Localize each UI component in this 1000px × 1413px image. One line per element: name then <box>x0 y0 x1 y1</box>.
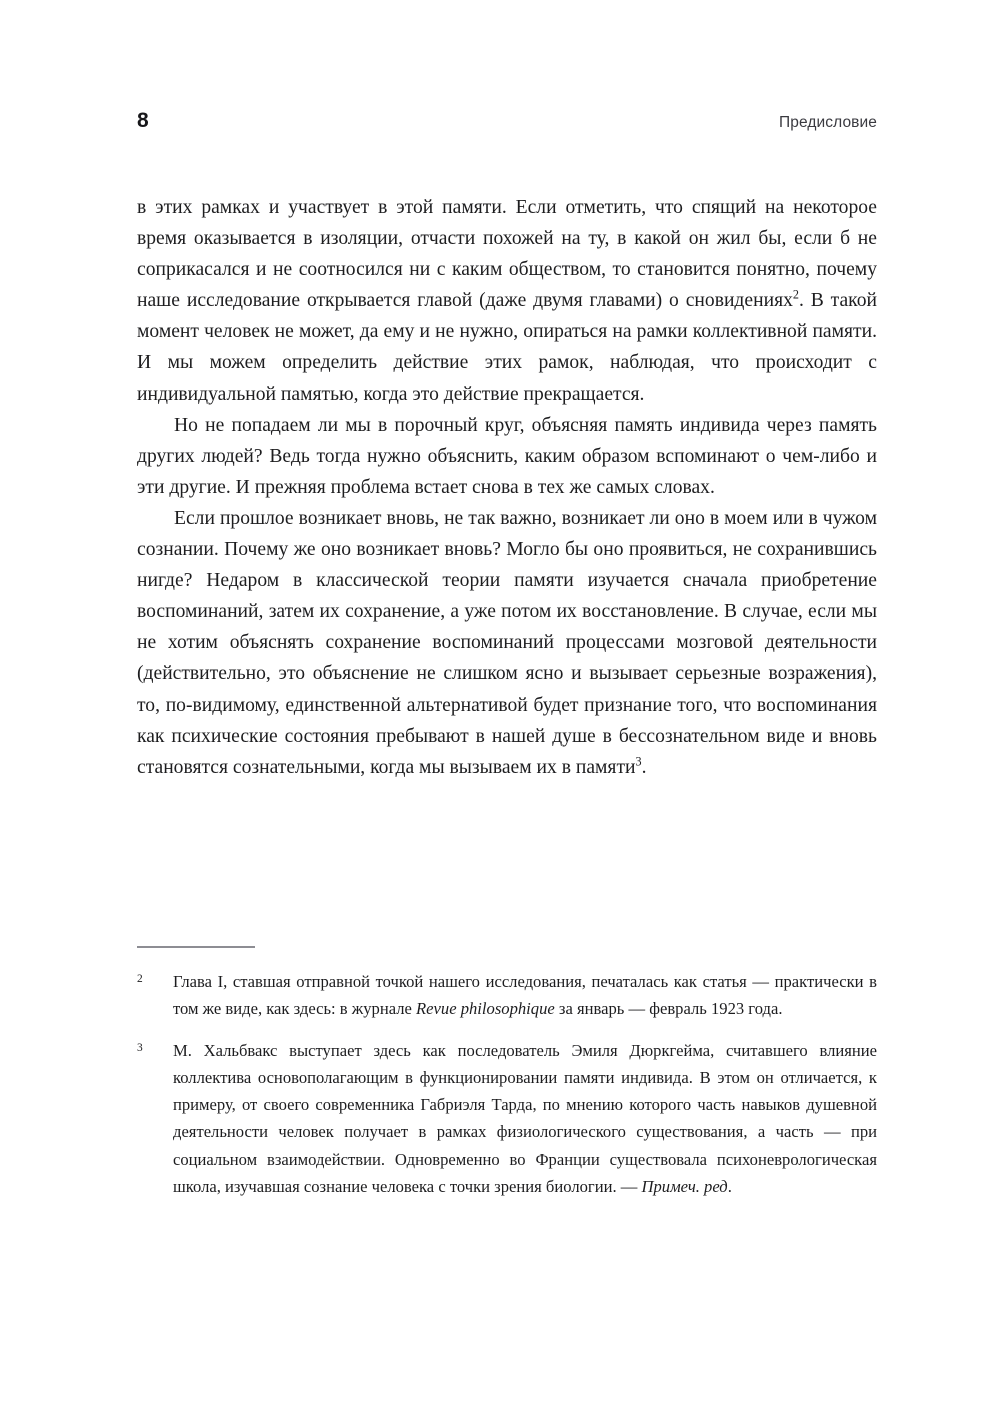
footnote-text-cont: . <box>727 1176 732 1196</box>
footnote-ref-2[interactable]: 2 <box>792 287 799 302</box>
paragraph-2 <box>137 410 877 503</box>
running-head <box>137 110 877 140</box>
footnote-item <box>137 1037 877 1200</box>
footnote-number: 3 <box>137 1042 143 1055</box>
paragraph-1-text: в этих рамках и участвует в этой памяти. Если отметить, что спящий на некоторое время оказывается в изоляции, отчасти похожей на ту, в какой он жил бы, если б не соприкасался и не соотносился ни с каким обществом, то становится понятно, почему наше исследование открывается главой (даже двумя главами) о сновидениях <box>137 197 877 312</box>
paragraph-3-text-cont: . <box>641 756 647 778</box>
footnote-text: Глава I, ставшая отправной точкой нашего исследования, печаталась как статья — практически в том же виде, как здесь: в журнале <box>173 972 877 1019</box>
body-text <box>137 192 877 783</box>
page-number: 8 <box>137 109 149 132</box>
footnote-item <box>137 968 877 1022</box>
footnote-number: 2 <box>137 973 143 985</box>
paragraph-1-text-cont: . В такой момент человек не может, да ему и не нужно, опираться на рамки коллективной памяти. И мы можем определить действие этих рамок, наблюдая, что происходит с индивидуальной памятью, когда это действие прекращается. <box>137 290 877 405</box>
paragraph-1 <box>137 192 877 410</box>
footnote-ref-3[interactable]: 3 <box>635 754 642 769</box>
footnote-text: М. Хальбвакс выступает здесь как последователь Эмиля Дюркгейма, считавшего влияние коллектива основополагающим в функционировании памяти индивида. В этом он отличается, к примеру, от своего современника Габриэля Тарда, по мнению которого часть навыков душевной деятельности человек получает в рамках физиологического существования, а часть — при социальном взаимодействии. Одновременно во Франции существовала психоневрологическая школа, изучавшая сознание человека с точки зрения биологии. — <box>173 1041 877 1196</box>
footnote-separator-rule <box>137 946 255 948</box>
footnote-area <box>137 946 877 1200</box>
paragraph-3 <box>137 503 877 783</box>
footnote-text-cont: за январь — февраль 1923 года. <box>554 999 783 1019</box>
footnote-italic-title: Revue philosophique <box>416 999 555 1019</box>
running-head-title: Предисловие <box>779 114 877 131</box>
paragraph-2-text: Но не попадаем ли мы в порочный круг, объясняя память индивида через память других людей? Ведь тогда нужно объяснить, каким образом вспоминают о чем-либо и эти другие. И прежняя проблема встает снова в тех же самых словах. <box>137 414 877 498</box>
footnote-italic-note: Примеч. ред <box>641 1176 728 1196</box>
paragraph-3-text: Если прошлое возникает вновь, не так важно, возникает ли оно в моем или в чужом сознании. Почему же оно возникает вновь? Могло бы оно проявиться, не сохранившись нигде? Недаром в классической теории памяти изучается сначала приобретение воспоминаний, затем их сохранение, а уже потом их восстановление. В случае, если мы не хотим объяснять сохранение воспоминаний процессами мозговой деятельности (действительно, это объяснение не слишком ясно и вызывает серьезные возражения), то, по-видимому, единственной альтернативой будет признание того, что воспоминания как психические состояния пребывают в нашей душе в бессознательном виде и вновь становятся сознательными, когда мы вызываем их в памяти <box>137 507 877 778</box>
